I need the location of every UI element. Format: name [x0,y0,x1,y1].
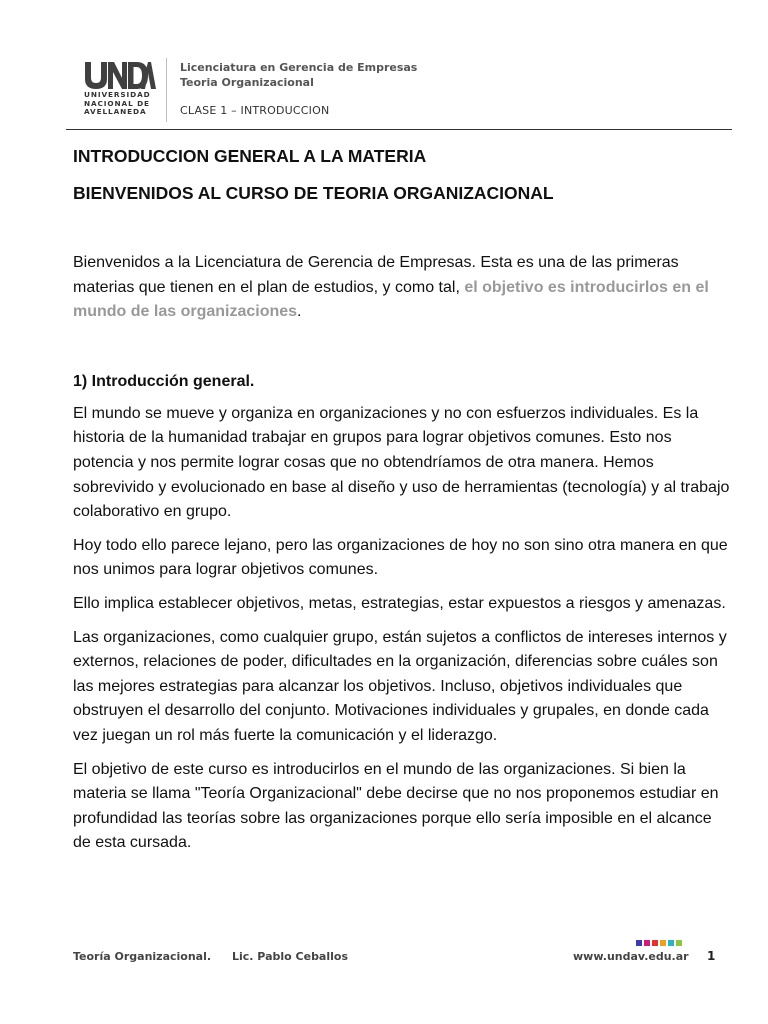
intro-end: . [297,303,302,321]
color-square [668,940,674,946]
logo-subtitle [84,91,156,117]
color-square [676,940,682,946]
section-heading: 1) Introducción general. [73,372,255,390]
body-paragraph: Las organizaciones, como cualquier grupo, están sujetos a conflictos de intereses internos y externos, relaciones de poder, dificultades en la organización, diferencias sobre cuáles son las mejores estrategias para alcanzar los objetivos. Incluso, objetivos individuales que obstruyen el desarrollo del conjunto. Motivaciones individuales y grupales, en donde cada vez juegan un rol más fuerte la comunicación y el liderazgo. [73,628,727,744]
color-squares-decoration [636,940,682,946]
page-footer [0,930,768,990]
color-square [652,940,658,946]
body-paragraph: El mundo se mueve y organiza en organizaciones y no con esfuerzos individuales. Es la historia de la humanidad trabajar en grupos para lograr objetivos comunes. Esto nos potencia y nos permite lograr cosas que no obtendríamos de otra manera. Hemos sobrevivido y evolucionado en base al diseño y uso de herramientas (tecnología) y al trabajo colaborativo en grupo. [73,404,730,521]
page-header [0,0,768,130]
footer-author: Lic. Pablo Ceballos [232,950,349,963]
body-paragraph: Ello implica establecer objetivos, metas, estrategias, estar expuestos a riesgos y amenazas. [73,594,726,612]
main-title: INTRODUCCION GENERAL A LA MATERIA [73,146,427,166]
program-name: Licenciatura en Gerencia de Empresas [180,61,418,74]
document-body [73,144,733,856]
header-program-block [180,60,417,90]
color-square [636,940,642,946]
undav-logo-mark [84,62,156,90]
color-square [660,940,666,946]
class-label: CLASE 1 – INTRODUCCION [180,104,330,117]
intro-paragraph [73,251,733,325]
footer-course: Teoría Organizacional. [73,950,212,963]
intro-text: Bienvenidos a la Licenciatura de Gerencia de Empresas. Esta es una de las primeras materias que tienen en el plan de estudios, y como tal, [73,254,679,296]
header-divider [166,58,167,122]
logo-line: NACIONAL DE [84,98,150,108]
course-name: Teoria Organizacional [180,76,314,89]
header-rule [66,129,732,130]
body-paragraph: El objetivo de este curso es introducirlos en el mundo de las organizaciones. Si bien la materia se llama "Teoría Organizacional" debe decirse que no nos proponemos estudiar en profundidad las teorías sobre las organizaciones porque ello sería imposible en el alcance de esta cursada. [73,760,719,852]
logo-line: AVELLANEDA [84,107,147,117]
color-square [644,940,650,946]
page-number: 1 [707,949,716,963]
logo-line: UNIVERSIDAD [84,90,151,99]
body-paragraph: Hoy todo ello parece lejano, pero las organizaciones de hoy no son sino otra manera en que nos unimos para lograr objetivos comunes. [73,536,728,579]
footer-url[interactable]: www.undav.edu.ar [573,950,689,963]
welcome-title: BIENVENIDOS AL CURSO DE TEORIA ORGANIZACIONAL [73,183,554,203]
intro-highlight: el objetivo es introducirlos en el mundo de las organizaciones [73,278,709,321]
